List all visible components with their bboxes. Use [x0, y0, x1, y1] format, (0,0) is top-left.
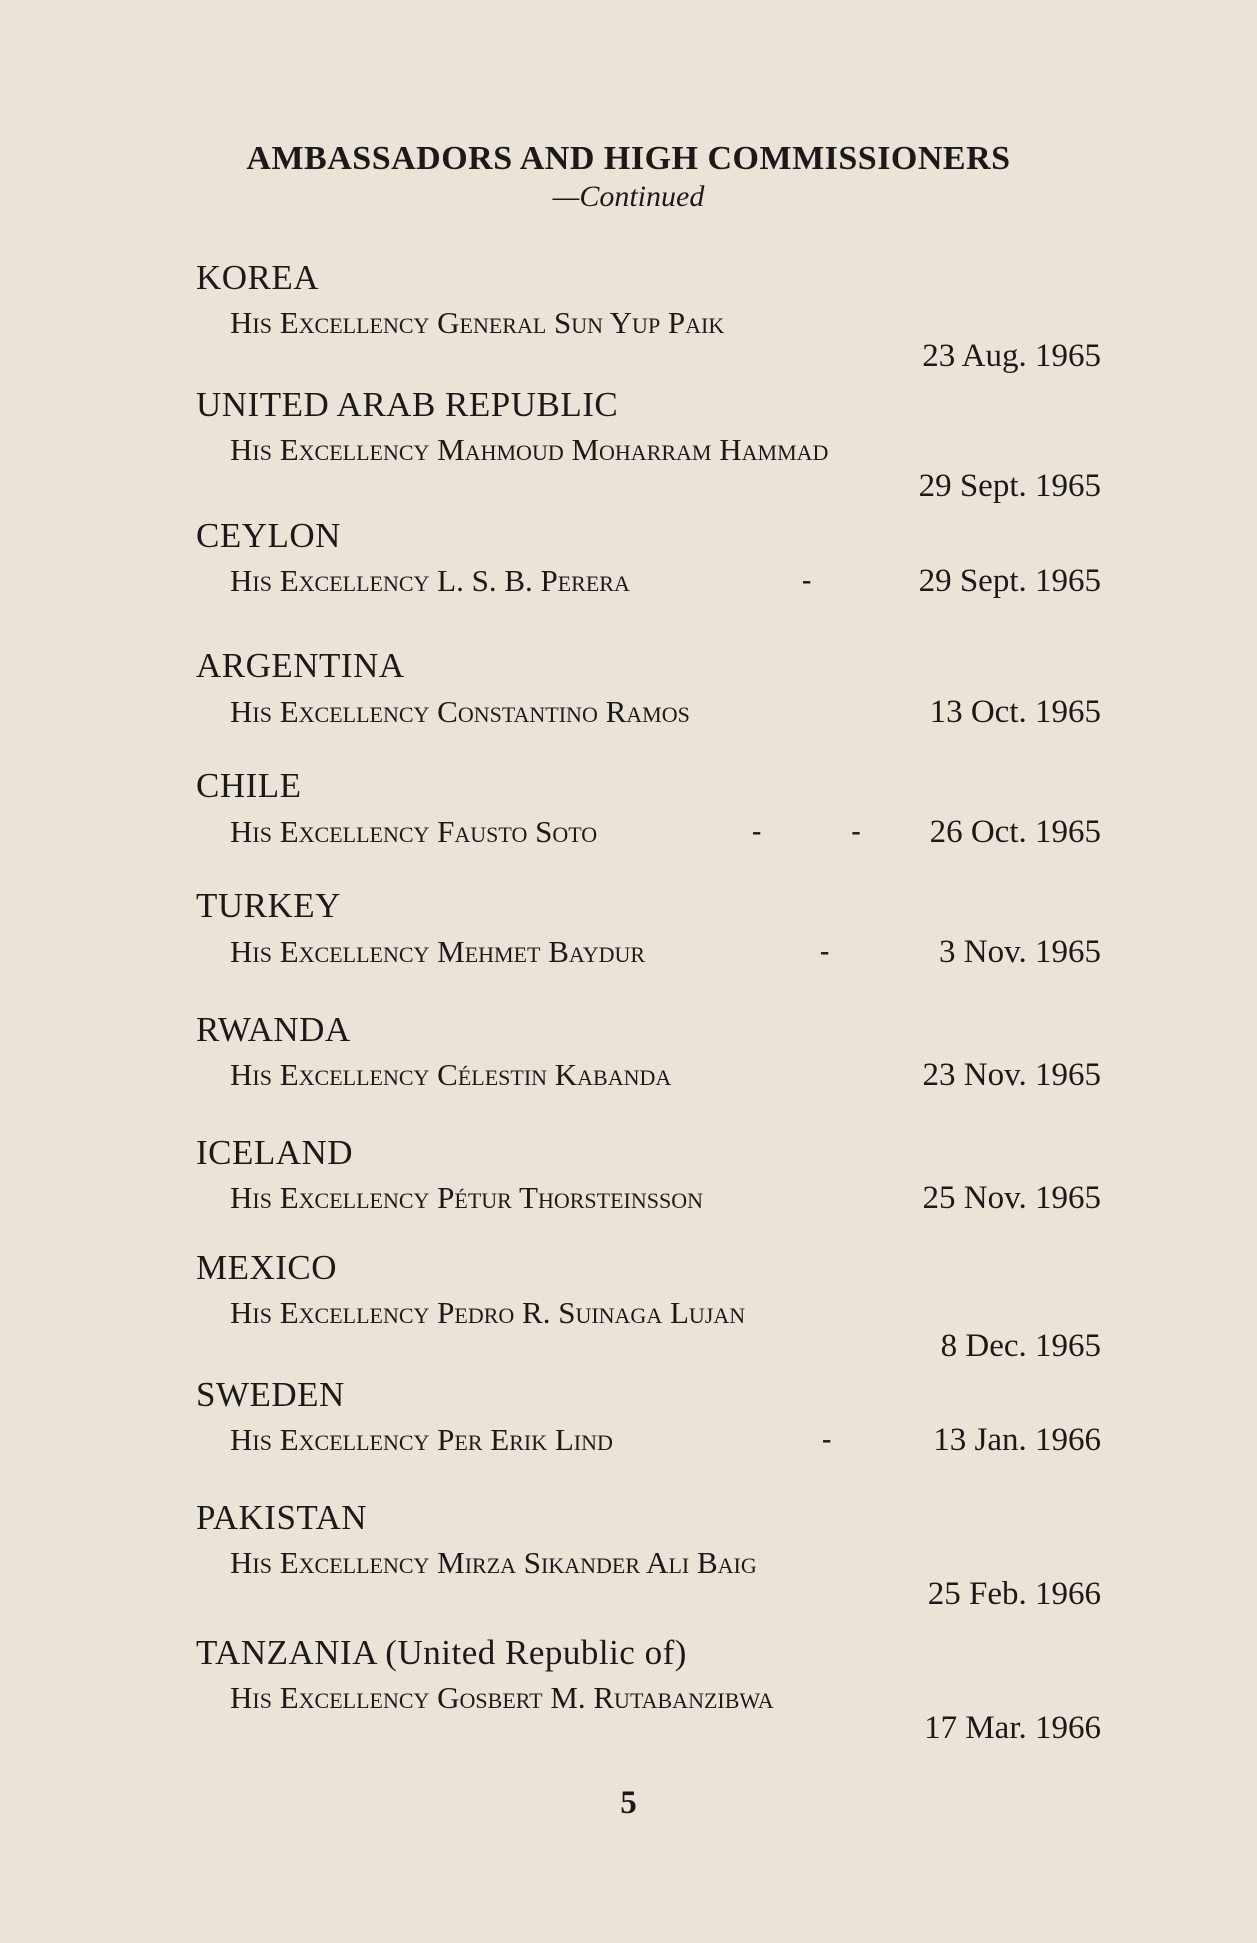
envoy-name: His Excellency Mahmoud Moharram Hammad — [230, 432, 829, 467]
country-name: TURKEY — [196, 886, 341, 925]
country-name: SWEDEN — [196, 1375, 345, 1414]
country-name: KOREA — [196, 258, 320, 297]
envoy-name: His Excellency Fausto Soto — [230, 814, 598, 849]
appointment-date: 29 Sept. 1965 — [918, 563, 1101, 599]
appointment-date: 25 Nov. 1965 — [922, 1180, 1101, 1216]
appointment-date: 23 Aug. 1965 — [922, 338, 1101, 374]
envoy-name: His Excellency Célestin Kabanda — [230, 1057, 672, 1092]
envoy-name: His Excellency Pétur Thorsteinsson — [230, 1180, 703, 1215]
country-name: TANZANIA (United Republic of) — [196, 1633, 687, 1672]
leader-dash: - — [820, 936, 830, 967]
country-name: CHILE — [196, 766, 302, 805]
envoy-name: His Excellency General Sun Yup Paik — [230, 305, 725, 340]
page-title: AMBASSADORS AND HIGH COMMISSIONERS — [246, 140, 1011, 177]
page-number: 5 — [620, 1785, 637, 1821]
appointment-date: 8 Dec. 1965 — [940, 1328, 1101, 1364]
appointment-date: 13 Oct. 1965 — [929, 694, 1101, 730]
appointment-date: 23 Nov. 1965 — [922, 1057, 1101, 1093]
envoy-name: His Excellency Constantino Ramos — [230, 694, 690, 729]
envoy-name: His Excellency Mehmet Baydur — [230, 934, 646, 969]
envoy-name: His Excellency Gosbert M. Rutabanzibwa — [230, 1680, 774, 1715]
envoy-name: His Excellency L. S. B. Perera — [230, 563, 630, 598]
appointment-date: 13 Jan. 1966 — [933, 1422, 1101, 1458]
leader-dash: - — [802, 565, 812, 596]
appointment-date: 29 Sept. 1965 — [918, 468, 1101, 504]
appointment-date: 17 Mar. 1966 — [924, 1710, 1101, 1746]
country-name: CEYLON — [196, 516, 341, 555]
country-name: ARGENTINA — [196, 646, 405, 685]
country-name: PAKISTAN — [196, 1498, 368, 1537]
leader-dash: - — [822, 1424, 832, 1455]
envoy-name: His Excellency Per Erik Lind — [230, 1422, 613, 1457]
country-name: ICELAND — [196, 1133, 354, 1172]
envoy-name: His Excellency Pedro R. Suinaga Lujan — [230, 1295, 746, 1330]
appointment-date: 3 Nov. 1965 — [939, 934, 1101, 970]
appointment-date: 25 Feb. 1966 — [927, 1576, 1101, 1612]
page-subtitle: —Continued — [552, 180, 705, 213]
country-name: MEXICO — [196, 1248, 338, 1287]
leader-dash: - - — [752, 816, 861, 847]
country-name: UNITED ARAB REPUBLIC — [196, 385, 619, 424]
appointment-date: 26 Oct. 1965 — [929, 814, 1101, 850]
country-name: RWANDA — [196, 1010, 351, 1049]
envoy-name: His Excellency Mirza Sikander Ali Baig — [230, 1545, 757, 1580]
